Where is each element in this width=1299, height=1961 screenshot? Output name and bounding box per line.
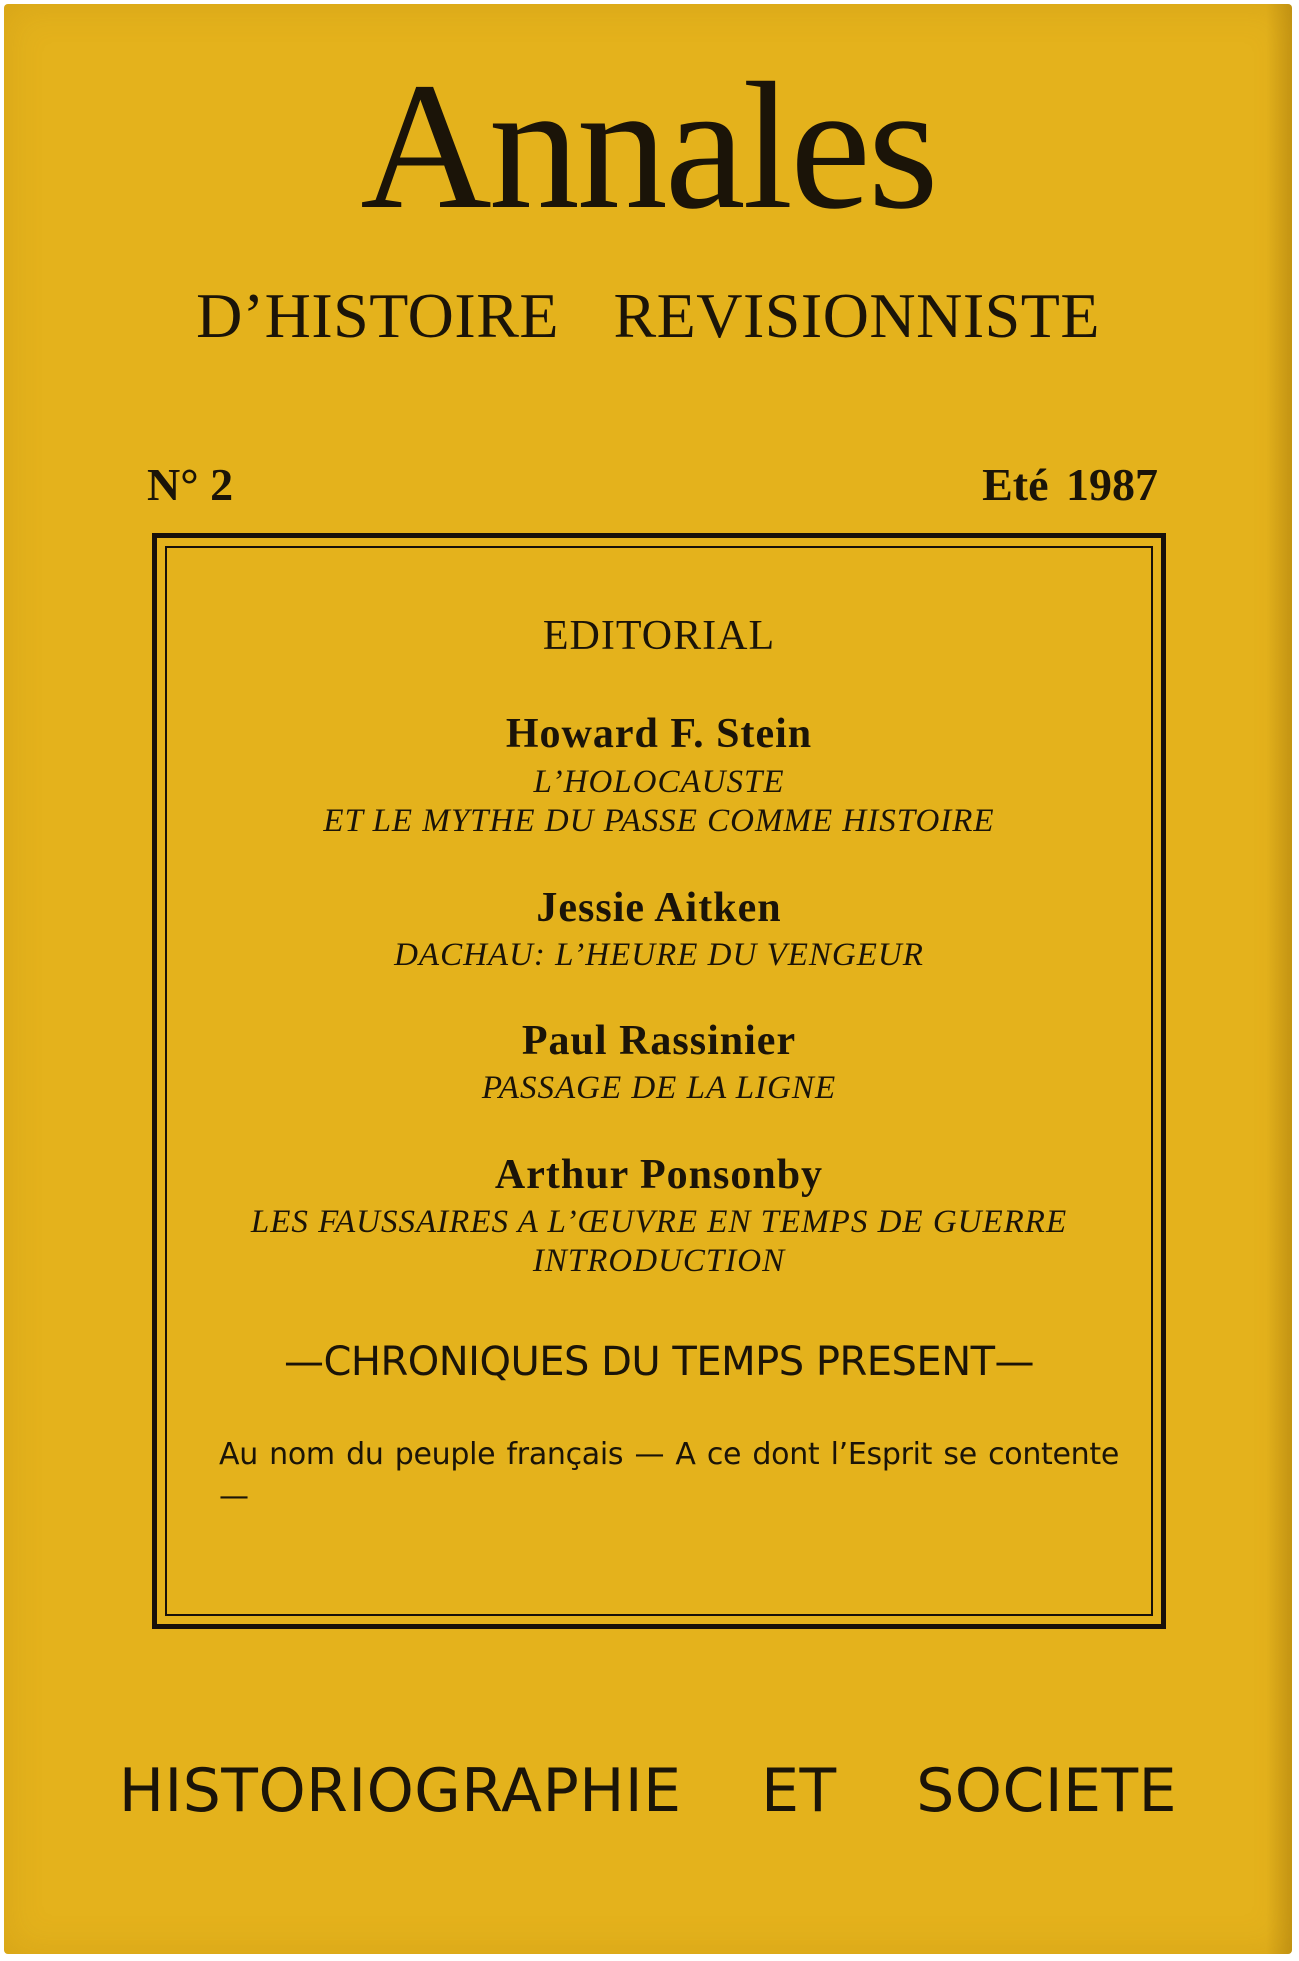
- chronicles-text: Au nom du peuple français — A ce dont l’Esprit se contente —: [219, 1437, 1119, 1514]
- book-cover: [4, 4, 1292, 1954]
- article-title-line: DACHAU: L’HEURE DU VENGEUR: [394, 937, 924, 973]
- cover-footer-tagline: HISTORIOGRAPHIE ET SOCIETE: [118, 1756, 1178, 1826]
- editorial-heading: EDITORIAL: [542, 613, 776, 659]
- article-title-line: LES FAUSSAIRES A L’ŒUVRE EN TEMPS DE GUERRE: [250, 1204, 1068, 1240]
- article-title-line: L’HOLOCAUSTE: [533, 764, 785, 800]
- author-name: Paul Rassinier: [521, 1018, 797, 1064]
- author-name: Arthur Ponsonby: [494, 1152, 824, 1198]
- author-name: Howard F. Stein: [505, 711, 813, 757]
- issue-number: N° 2: [147, 459, 234, 510]
- issue-season: Eté 1987: [982, 459, 1158, 510]
- contents-frame: [152, 533, 1166, 1629]
- contents-inner-frame: [165, 546, 1153, 1616]
- article-title-line: ET LE MYTHE DU PASSE COMME HISTOIRE: [323, 803, 995, 839]
- chronicles-heading: —CHRONIQUES DU TEMPS PRESENT—: [283, 1339, 1035, 1385]
- journal-subtitle: D’HISTOIRE REVISIONNISTE: [196, 280, 1100, 351]
- author-name: Jessie Aitken: [536, 885, 782, 931]
- article-title-line: INTRODUCTION: [532, 1243, 786, 1279]
- journal-title: Annales: [360, 46, 936, 247]
- article-title-line: PASSAGE DE LA LIGNE: [481, 1070, 837, 1106]
